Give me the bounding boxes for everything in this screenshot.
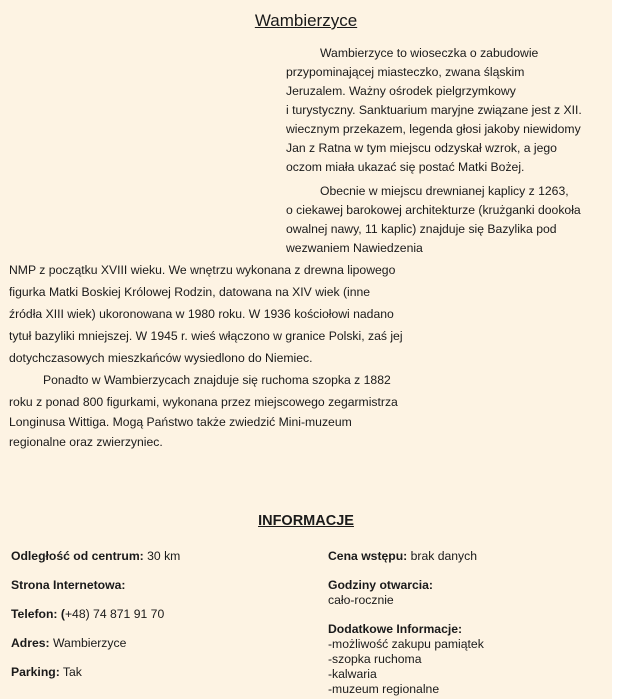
text-line: o ciekawej barokowej architekturze (krużganki dookoła (286, 203, 581, 217)
website-label: Strona Internetowa: (11, 578, 126, 592)
text-line: źródła XIII wiek) ukoronowana w 1980 roku. W 1936 kościołowi nadano (9, 307, 394, 321)
address-field (11, 636, 126, 651)
text-line: Jan z Ratna w tym miejscu odzyskał wzrok, a jego (286, 141, 557, 155)
text-line: tytuł bazyliki mniejszej. W 1945 r. wieś włączono w granice Polski, zaś jej (9, 329, 403, 343)
text-line: wezwaniem Nawiedzenia (286, 241, 423, 255)
text-line: wiecznym przekazem, legenda głosi jakoby niewidomy (286, 122, 581, 136)
text-line: Longinusa Wittiga. Mogą Państwo także zwiedzić Mini-muzeum (9, 415, 352, 429)
text-line: Obecnie w miejscu drewnianej kaplicy z 1263, (320, 184, 569, 198)
price-value: brak danych (407, 549, 478, 563)
distance-label: Odległość od centrum: (11, 549, 144, 563)
page-title: Wambierzyce (254, 11, 358, 30)
text-line: dotychczasowych mieszkańców wysiedlono do Niemiec. (9, 351, 313, 365)
hours-label: Godziny otwarcia: (328, 578, 433, 592)
address-value: Wambierzyce (49, 636, 127, 650)
price-label: Cena wstępu: (328, 549, 408, 563)
phone-label: Telefon: ( (11, 607, 65, 621)
text-line: roku z ponad 800 figurkami, wykonana przez miejscowego zegarmistrza (9, 395, 398, 409)
text-line: oczom miała ukazać się postać Matki Bożej. (286, 160, 525, 174)
price-field (328, 549, 477, 564)
parking-field (11, 665, 82, 680)
distance-value: 30 km (143, 549, 181, 563)
parking-value: Tak (59, 665, 82, 679)
info-heading: INFORMACJE (258, 513, 354, 529)
hours-value: cało-rocznie (328, 593, 394, 607)
extra-info-item: -możliwość zakupu pamiątek (328, 637, 484, 651)
text-line: Wambierzyce to wioseczka o zabudowie (320, 46, 539, 60)
text-line: Ponadto w Wambierzycach znajduje się ruchoma szopka z 1882 (43, 373, 391, 387)
extra-info-item: -szopka ruchoma (328, 652, 422, 666)
extra-info-item: -muzeum regionalne (328, 682, 440, 696)
extra-info-label: Dodatkowe Informacje: (328, 622, 463, 636)
parking-label: Parking: (11, 665, 60, 679)
address-label: Adres: (11, 636, 50, 650)
website-field (11, 578, 125, 593)
text-line: przypominającej miasteczko, zwana śląskim (286, 65, 525, 79)
phone-value: +48) 74 871 91 70 (64, 607, 165, 621)
text-line: figurka Matki Boskiej Królowej Rodzin, datowana na XIV wiek (inne (9, 285, 371, 299)
distance-field (11, 549, 180, 564)
extra-info-item: -kalwaria (328, 667, 377, 681)
phone-field (11, 607, 164, 622)
text-line: owalnej nawy, 11 kaplic) znajduje się Bazylika pod (286, 222, 557, 236)
text-line: regionalne oraz zwierzyniec. (9, 435, 163, 449)
text-line: i turystyczny. Sanktuarium maryjne związane jest z XII. (286, 103, 582, 117)
text-line: NMP z początku XVIII wieku. We wnętrzu wykonana z drewna lipowego (9, 263, 396, 277)
text-line: Jeruzalem. Ważny ośrodek pielgrzymkowy (286, 84, 516, 98)
